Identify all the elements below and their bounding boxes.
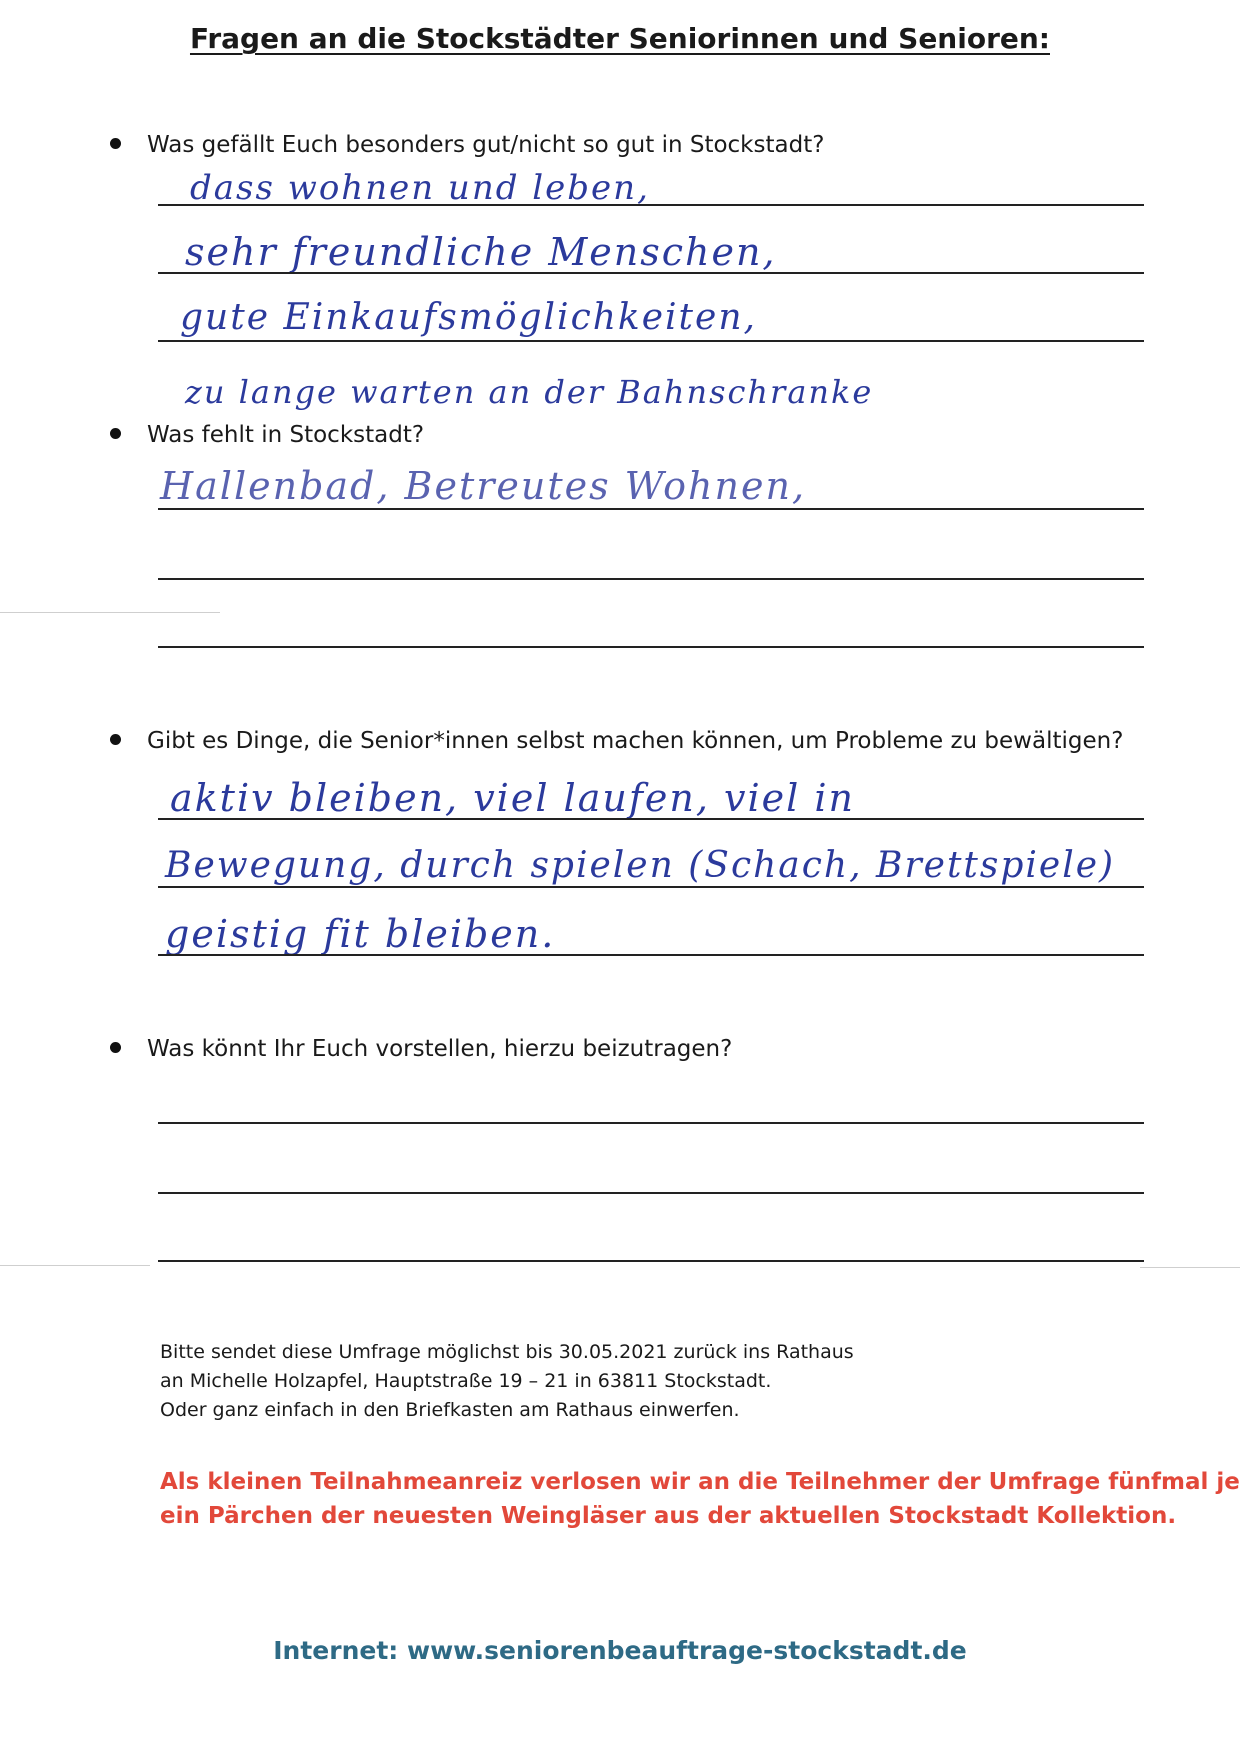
answer-1-line-2: sehr freundliche Menschen, <box>185 230 777 274</box>
prize-line-1: Als kleinen Teilnahmeanreiz verlosen wir an die Teilnehmer der Umfrage fünfmal je <box>160 1469 1240 1495</box>
question-2-text: Was fehlt in Stockstadt? <box>147 422 425 448</box>
answer-1-line-3: gute Einkaufsmöglichkeiten, <box>180 297 757 338</box>
bullet-icon <box>110 138 121 149</box>
return-instructions <box>160 1338 854 1425</box>
website-link[interactable]: Internet: www.seniorenbeauftrage-stockstadt.de <box>273 1636 967 1665</box>
question-2 <box>110 420 424 450</box>
question-1-text: Was gefällt Euch besonders gut/nicht so gut in Stockstadt? <box>147 132 825 158</box>
question-4-text: Was könnt Ihr Euch vorstellen, hierzu beizutragen? <box>147 1036 733 1062</box>
answer-line <box>158 578 1144 580</box>
question-3 <box>110 726 1123 756</box>
bullet-icon <box>110 734 121 745</box>
answer-line <box>158 340 1144 342</box>
answer-line <box>158 272 1144 274</box>
question-3-text: Gibt es Dinge, die Senior*innen selbst machen können, um Probleme zu bewältigen? <box>147 728 1124 754</box>
instructions-line-3: Oder ganz einfach in den Briefkasten am Rathaus einwerfen. <box>160 1399 740 1421</box>
answer-3-line-1: aktiv bleiben, viel laufen, viel in <box>170 776 855 820</box>
answer-line <box>158 886 1144 888</box>
fold-mark <box>0 1265 150 1266</box>
answer-3-line-3: geistig fit bleiben. <box>165 912 556 956</box>
answer-line <box>158 204 1144 206</box>
answer-1-line-4: zu lange warten an der Bahnschranke <box>185 373 874 411</box>
bullet-icon <box>110 428 121 439</box>
question-4 <box>110 1034 732 1064</box>
prize-line-2: ein Pärchen der neuesten Weingläser aus der aktuellen Stockstadt Kollektion. <box>160 1503 1177 1529</box>
question-1 <box>110 130 824 160</box>
answer-line <box>158 1192 1144 1194</box>
answer-line <box>158 954 1144 956</box>
answer-line <box>158 818 1144 820</box>
page-title: Fragen an die Stockstädter Seniorinnen und Senioren: <box>189 22 1050 55</box>
instructions-line-2: an Michelle Holzapfel, Hauptstraße 19 – 21 in 63811 Stockstadt. <box>160 1370 772 1392</box>
answer-line <box>158 1122 1144 1124</box>
instructions-line-1: Bitte sendet diese Umfrage möglichst bis 30.05.2021 zurück ins Rathaus <box>160 1341 854 1363</box>
answer-line <box>158 508 1144 510</box>
bullet-icon <box>110 1042 121 1053</box>
fold-mark <box>1140 1267 1240 1268</box>
answer-3-line-2: Bewegung, durch spielen (Schach, Brettspiele) <box>165 845 1116 886</box>
prize-notice <box>160 1465 1240 1533</box>
fold-mark <box>0 612 220 613</box>
answer-line <box>158 1260 1144 1262</box>
answer-2-line-1: Hallenbad, Betreutes Wohnen, <box>160 464 807 508</box>
answer-line <box>158 646 1144 648</box>
answer-1-line-1: dass wohnen und leben, <box>190 168 650 208</box>
